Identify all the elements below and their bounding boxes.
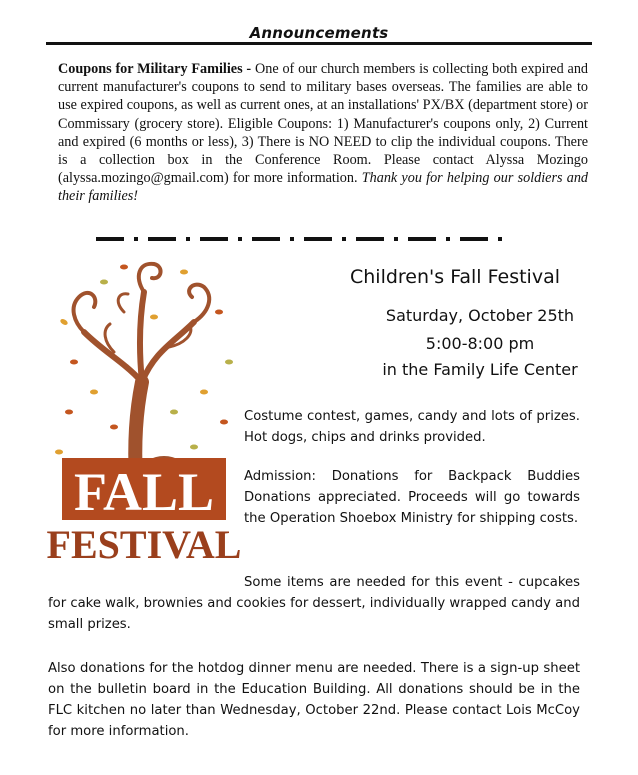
coupon-body: One of our church members is collecting both expired and current manufacturer's coupons to send to military bases overseas. The families are able to use expired coupons, as well as current ones, at an installations' PX/BX (department store) or Commissary (grocery store). Eligible Coupons: 1) Manufacturer's coupons only, 2) Current and expired (6 months or less), 3) There is NO NEED to clip the individual coupons. There is a collection box in the Conference Room. Please contact Alyssa Mozingo (alyssa.mozingo@gmail.com) for more information.	[58, 61, 589, 187]
festival-date: Saturday, October 25th	[385, 306, 575, 325]
festival-activities: Costume contest, games, candy and lots of prizes. Hot dogs, chips and drinks provided.	[244, 409, 580, 445]
festival-location: in the Family Life Center	[382, 360, 578, 379]
logo-festival-text: FESTIVAL	[46, 522, 242, 567]
fall-festival-logo	[44, 252, 244, 582]
announcements-title: Announcements	[249, 24, 389, 42]
coupon-heading: Coupons for Military Families -	[58, 61, 252, 77]
festival-title: Children's Fall Festival	[349, 266, 560, 288]
tree-icon	[74, 264, 210, 482]
festival-hotdog: Also donations for the hotdog dinner menu are needed. There is a sign-up sheet on the bulletin board in the Education Building. All donations should be in the FLC kitchen no later than Wednesday, October 22nd. Please contact Lois McCoy for more information.	[48, 661, 580, 739]
coupon-thanks: Thank you for helping our soldiers and their families!	[58, 170, 589, 205]
festival-needs: Some items are needed for this event - cupcakes for cake walk, brownies and cookies for dessert, individually wrapped candy and small prizes.	[48, 575, 580, 632]
header-rule	[46, 42, 592, 45]
logo-fall-text: FALL	[73, 462, 215, 522]
festival-admission: Admission: Donations for Backpack Buddies Donations appreciated. Proceeds will go towards the Operation Shoebox Ministry for shipping costs.	[244, 469, 580, 526]
coupon-announcement	[58, 60, 588, 206]
festival-time: 5:00-8:00 pm	[425, 334, 535, 353]
divider-dashes	[96, 235, 516, 243]
